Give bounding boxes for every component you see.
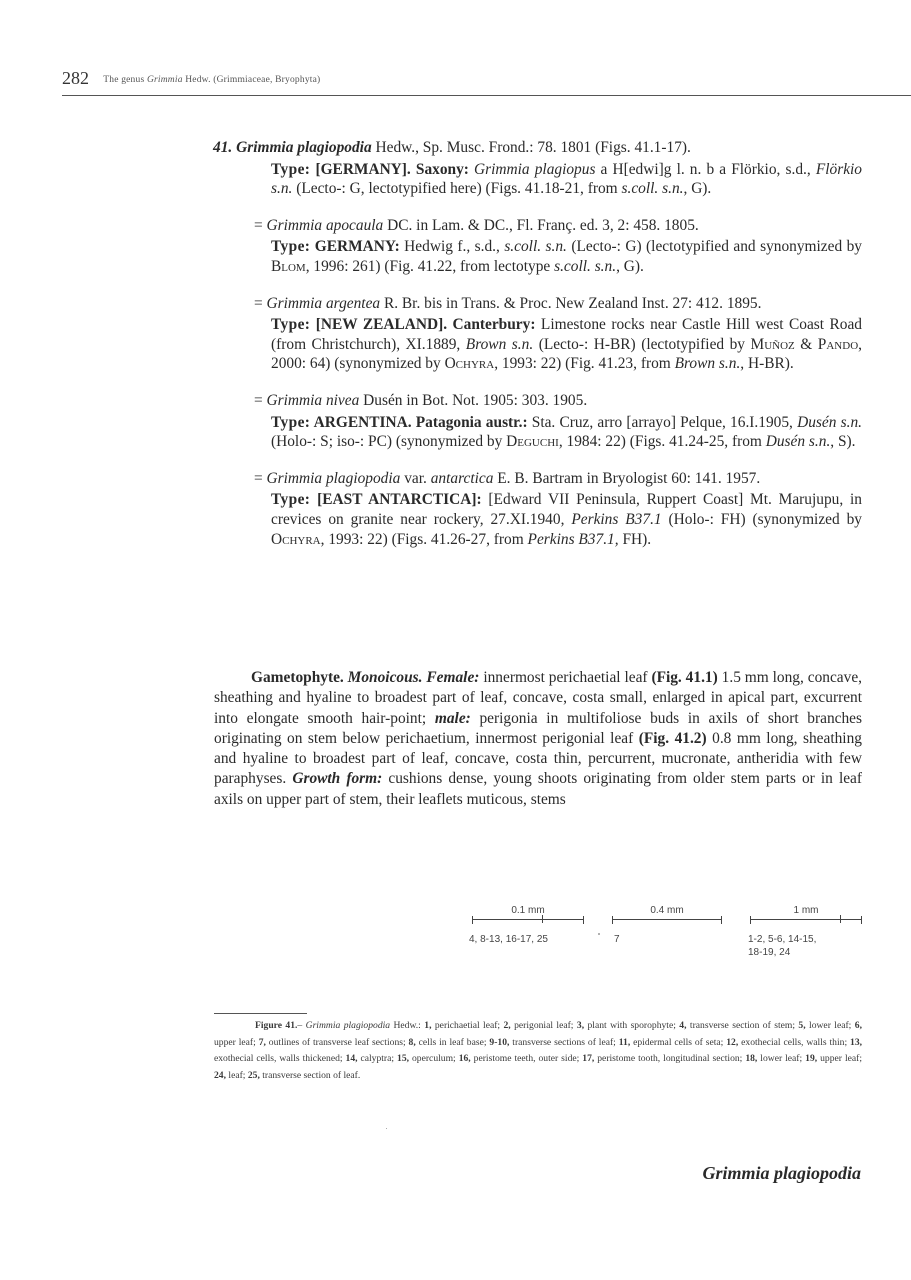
author-name: Deguchi	[506, 433, 559, 451]
description-text: 1.5 mm long, concave, sheathing and hyaline to broadest part of leaf, concave, costa small, enlarged in apical part, excurrent into elongate smooth hair-point;	[214, 669, 863, 727]
caption-item-number: 24,	[214, 1070, 226, 1082]
type-text: , G).	[683, 180, 712, 198]
type-text: , 1993: 22) (Figs. 41.26-27, from	[320, 530, 528, 548]
synonym-type	[214, 315, 862, 374]
synonym-eq: =	[254, 469, 267, 487]
caption-item-text: transverse sections of leaf;	[509, 1036, 619, 1048]
scale-bar-line	[612, 919, 722, 920]
scale-bar-label: 0.4 mm	[650, 905, 684, 916]
caption-item-text: lower leaf;	[757, 1053, 806, 1065]
caption-item-number: 19,	[805, 1053, 818, 1065]
synonym-citation: DC. in Lam. & DC., Fl. Franç. ed. 3, 2: 458. 1805.	[383, 216, 699, 234]
caption-item-text: calyptra;	[357, 1053, 398, 1065]
synonym-name: Grimmia nivea	[266, 391, 360, 409]
author-name: Blom	[271, 257, 306, 275]
page-number: 282	[62, 68, 89, 88]
running-title	[103, 75, 320, 85]
type-label: Type:	[271, 491, 311, 509]
scale-bars	[0, 905, 911, 965]
synonym-type	[214, 237, 862, 276]
type-name: Grimmia plagiopus	[468, 160, 596, 178]
running-header	[62, 68, 320, 89]
type-text: (Holo-: FH) (synonymized by	[661, 510, 862, 528]
type-locality: [NEW ZEALAND]. Canterbury:	[310, 316, 536, 334]
type-text: (Lecto-: G, lectotypified here) (Figs. 41.18-21, from	[292, 180, 622, 198]
synonym-eq: =	[254, 294, 267, 312]
description-text: perigonia in multifoliose buds in axils of short branches originating on stem below perichaetium, innermost perigonial leaf	[214, 709, 862, 747]
description-text: innermost perichaetial leaf	[479, 669, 652, 686]
running-title-rest: Hedw. (Grimmiaceae, Bryophyta)	[182, 75, 321, 85]
caption-item-text: epidermal cells of seta;	[630, 1036, 727, 1048]
synonym-name: Grimmia apocaula	[266, 216, 384, 234]
caption-item-number: 18,	[745, 1053, 758, 1065]
synonym-eq: =	[254, 391, 267, 409]
entry-number: 41.	[213, 139, 233, 156]
type-text: , G).	[616, 257, 644, 275]
type-label: Type:	[271, 316, 311, 334]
author-name: Pando	[817, 335, 859, 353]
caption-item-number: 17,	[582, 1053, 595, 1065]
type-label: Type:	[271, 160, 311, 178]
caption-item-number: 14,	[345, 1053, 358, 1065]
caption-item-text: transverse section of stem;	[686, 1020, 799, 1031]
caption-item-number: 12,	[726, 1036, 739, 1048]
figure-caption	[214, 1018, 862, 1085]
speck	[386, 1128, 387, 1129]
type-text: , 1984: 22) (Figs. 41.24-25, from	[558, 433, 766, 451]
caption-author: Hedw.:	[390, 1020, 425, 1031]
type-text: &	[794, 335, 818, 353]
figure-reference: (Fig. 41.1)	[651, 669, 718, 686]
entry-type	[214, 160, 862, 199]
caption-item-number: 16,	[458, 1053, 471, 1065]
caption-species: Grimmia plagiopodia	[305, 1020, 391, 1031]
caption-item-text: lower leaf;	[805, 1020, 855, 1031]
caption-item-number: 13,	[850, 1036, 863, 1048]
synonym-type	[214, 413, 862, 452]
scale-bar-figures: 4, 8-13, 16-17, 25	[469, 934, 548, 945]
synonym-rank: var.	[400, 469, 431, 487]
caption-item-text: exothecial cells, walls thin;	[738, 1036, 851, 1048]
caption-item-text: upper leaf;	[817, 1053, 862, 1065]
running-title-text: The genus	[103, 75, 147, 85]
type-text: (Holo-: S; iso-: PC) (synonymized by	[271, 433, 507, 451]
caption-item-number: 7,	[258, 1036, 266, 1048]
scale-bar-label: 0.1 mm	[511, 905, 545, 916]
header-rule	[62, 95, 911, 96]
type-text: , S).	[830, 433, 856, 451]
type-locality: ARGENTINA. Patagonia austr.:	[310, 413, 528, 431]
caption-item-number: 6,	[854, 1020, 862, 1031]
synonym-heading	[214, 294, 862, 314]
caption-item-text: leaf;	[226, 1070, 248, 1082]
caption-item-text: exothecial cells, walls thickened;	[214, 1053, 346, 1065]
scale-bar-line	[472, 919, 584, 920]
scale-bar-tick	[840, 915, 841, 923]
entry-citation: Hedw., Sp. Musc. Frond.: 78. 1801 (Figs. 41.1-17).	[371, 139, 691, 156]
footer-title: Grimmia plagiopodia	[702, 1163, 861, 1183]
type-text: , H-BR).	[740, 355, 794, 373]
caption-item-number: 8,	[408, 1036, 416, 1048]
scale-bar-line	[750, 919, 862, 920]
caption-item-text: peristome teeth, outer side;	[470, 1053, 583, 1065]
type-text: Hedwig f., s.d.,	[399, 238, 505, 256]
caption-item-text: operculum;	[409, 1053, 459, 1065]
type-collector: Dusén s.n.	[797, 413, 862, 431]
type-label: Type:	[271, 413, 311, 431]
caption-item-text: transverse section of leaf.	[259, 1070, 361, 1082]
running-title-genus: Grimmia	[146, 75, 183, 85]
description-subheading: Monoicous.	[343, 669, 423, 686]
type-text: Limestone rocks near Castle Hill west Coast Road (from Christchurch), XI.1889,	[271, 316, 862, 353]
description-subheading: Female:	[422, 669, 480, 686]
type-collector: s.coll. s.n.	[554, 257, 617, 275]
caption-item-text: outlines of transverse leaf sections;	[265, 1036, 409, 1048]
taxon-entry	[214, 138, 862, 549]
type-collector: Brown s.n.	[674, 355, 741, 373]
description-text: 0.8 mm long, sheathing and hyaline to broadest part of leaf, concave, costa thin, percurrent, mucronate, antheridia with few paraphyses.	[214, 729, 862, 788]
entry-heading	[213, 138, 861, 158]
type-text: , 2000: 64) (synonymized by	[271, 335, 862, 373]
caption-item-number: 25,	[247, 1070, 260, 1082]
caption-dash: –	[297, 1020, 306, 1031]
caption-item-text: cells in leaf base;	[415, 1036, 490, 1048]
type-text: (Lecto-: G) (lectotypified and synonymized by	[566, 238, 862, 256]
description-text: cushions dense, young shoots originating from older stem parts or in leaf axils on upper part of stem, their leaflets muticous, stems	[214, 770, 863, 808]
type-collector: Perkins B37.1,	[527, 530, 619, 548]
scale-bar-figures-line: 1-2, 5-6, 14-15,	[748, 934, 817, 945]
caption-item-number: 4,	[679, 1020, 687, 1031]
author-name: Muñoz	[750, 335, 795, 353]
type-text: FH).	[618, 530, 652, 548]
type-collector: s.coll. s.n.	[621, 180, 684, 198]
caption-label: Figure 41.	[255, 1020, 298, 1031]
caption-item-number: 3,	[576, 1020, 585, 1031]
type-locality: [EAST ANTARCTICA]:	[310, 491, 482, 509]
separator-dot	[598, 933, 600, 935]
synonym-heading	[214, 216, 862, 236]
type-text: , 1996: 261) (Fig. 41.22, from lectotype	[305, 257, 555, 275]
caption-item-number: 2,	[503, 1020, 511, 1031]
caption-item-number: 15,	[397, 1053, 410, 1065]
caption-item-number: 1,	[424, 1020, 432, 1031]
description-subheading: male:	[434, 709, 471, 727]
type-text: [Edward VII Peninsula, Ruppert Coast] Mt. Marujupu, in crevices on granite near rockery, 27.XI.1940,	[271, 491, 862, 528]
type-locality: [GERMANY]. Saxony:	[310, 160, 469, 178]
gametophyte-description	[214, 668, 862, 810]
scale-bar-label: 1 mm	[793, 905, 819, 916]
type-collector: s.coll. s.n.	[504, 238, 567, 256]
synonym-variety: antarctica	[430, 469, 494, 487]
caption-item-number: 11,	[618, 1036, 631, 1048]
description-heading: Gametophyte.	[251, 669, 344, 686]
author-name: Ochyra	[271, 530, 321, 548]
scale-bar-figures	[748, 933, 816, 959]
caption-item-text: plant with sporophyte;	[584, 1020, 680, 1031]
type-text: , 1993: 22) (Fig. 41.23, from	[494, 355, 675, 373]
caption-rule	[214, 1013, 307, 1014]
figure-reference: (Fig. 41.2)	[638, 729, 707, 747]
synonym-citation: Dusén in Bot. Not. 1905: 303. 1905.	[359, 391, 588, 409]
type-label: Type:	[271, 238, 311, 256]
caption-item-text: perigonial leaf;	[510, 1020, 577, 1031]
entry-name: Grimmia plagiopodia	[236, 139, 372, 156]
caption-item-text: perichaetial leaf;	[431, 1020, 504, 1031]
type-locality: GERMANY:	[310, 238, 400, 256]
synonym-type	[214, 490, 862, 549]
type-collector: Dusén s.n.	[765, 433, 831, 451]
synonym-citation: E. B. Bartram in Bryologist 60: 141. 1957.	[493, 469, 761, 487]
type-text: (Lecto-: H-BR) (lectotypified by	[533, 335, 751, 353]
author-name: Ochyra	[444, 355, 495, 373]
type-collector: Perkins B37.1	[571, 510, 662, 528]
synonym-eq: =	[254, 216, 267, 234]
type-text: Sta. Cruz, arro [arrayo] Pelque, 16.I.1905,	[527, 413, 798, 431]
scale-bar-tick	[542, 915, 543, 923]
type-collector: Flörkio s.n.	[271, 160, 862, 198]
scale-bar-figures: 7	[614, 934, 620, 945]
caption-item-text: peristome tooth, longitudinal section;	[594, 1053, 746, 1065]
description-subheading: Growth form:	[292, 770, 383, 788]
synonym-citation: R. Br. bis in Trans. & Proc. New Zealand Inst. 27: 412. 1895.	[380, 294, 762, 312]
caption-item-number: 9-10,	[489, 1036, 510, 1048]
scale-bar-figures-line: 18-19, 24	[748, 947, 791, 958]
synonym-heading	[214, 391, 862, 411]
type-text: a H[edwi]g l. n. b a Flörkio, s.d.,	[595, 160, 816, 178]
synonym-name: Grimmia plagiopodia	[266, 469, 401, 487]
caption-item-text: upper leaf;	[214, 1036, 259, 1048]
caption-item-number: 5,	[798, 1020, 806, 1031]
type-collector: Brown s.n.	[465, 335, 534, 353]
synonym-name: Grimmia argentea	[266, 294, 381, 312]
synonym-heading	[214, 469, 862, 489]
